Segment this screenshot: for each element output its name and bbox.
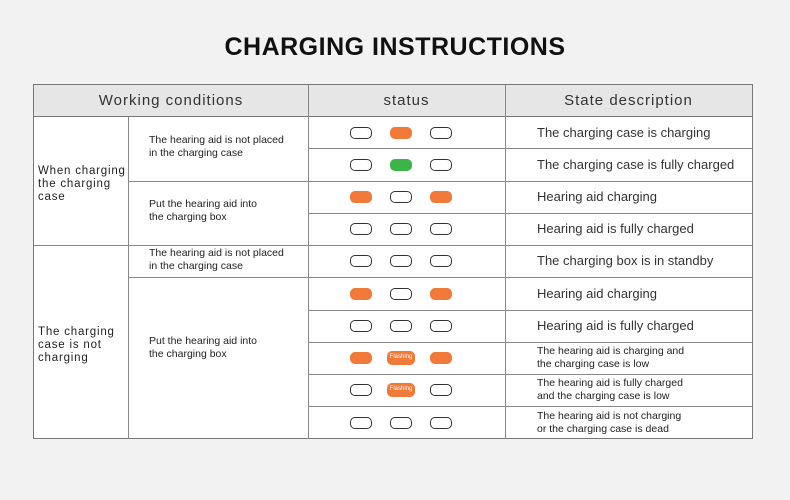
state-description-line: Hearing aid charging: [537, 285, 657, 301]
row-divider: [308, 148, 752, 149]
led-off-indicator: [430, 320, 452, 332]
condition-line: Put the hearing aid into: [149, 198, 257, 210]
row-divider: [308, 374, 752, 375]
row-divider: [308, 213, 752, 214]
status-led-group: [350, 320, 460, 336]
condition-line: the charging box: [149, 348, 227, 360]
header-state-description: State description: [505, 85, 752, 117]
state-description: [537, 125, 710, 140]
led-off-indicator: [350, 320, 372, 332]
led-off-indicator: [390, 288, 412, 300]
state-description-line: The charging case is charging: [537, 124, 711, 140]
state-description: [537, 157, 734, 172]
group-label-charging: [38, 165, 126, 204]
led-off-indicator: [390, 417, 412, 429]
led-off-indicator: [430, 223, 452, 235]
led-off-indicator: [430, 417, 452, 429]
condition-line: Put the hearing aid into: [149, 335, 257, 347]
state-description-line: The hearing aid is fully charged: [537, 377, 683, 389]
condition-line: in the charging case: [149, 260, 243, 272]
status-led-group: [350, 191, 460, 207]
state-description-line: and the charging case is low: [537, 390, 670, 402]
led-off-indicator: [430, 159, 452, 171]
row-divider: [308, 310, 752, 311]
led-off-indicator: [350, 417, 372, 429]
column-divider: [128, 117, 129, 439]
state-description: [537, 189, 657, 204]
state-description-line: Hearing aid is fully charged: [537, 221, 694, 236]
status-led-group: [350, 417, 460, 433]
led-off-indicator: [430, 127, 452, 139]
page-title: CHARGING INSTRUCTIONS: [224, 33, 566, 61]
led-flashing-indicator: Flashing: [387, 351, 415, 365]
led-off-indicator: [390, 320, 412, 332]
state-description-line: The charging box is in standby: [537, 253, 714, 268]
group-label-line: The charging: [38, 326, 115, 338]
state-description-line: The hearing aid is not charging: [537, 409, 682, 422]
led-off-indicator: [390, 191, 412, 203]
state-description-line: The hearing aid is charging and: [537, 345, 685, 357]
led-orange-indicator: [430, 288, 452, 300]
status-led-group: [350, 288, 460, 304]
condition-line: The hearing aid is not placed: [149, 134, 284, 146]
state-description-line: Hearing aid is fully charged: [537, 318, 694, 333]
group-label-line: When charging: [38, 165, 126, 177]
condition-label: [149, 247, 284, 273]
condition-label: [149, 335, 257, 361]
condition-line: the charging box: [149, 211, 227, 223]
group-label-not-charging: [38, 326, 115, 365]
state-description-line: the charging case is low: [537, 358, 650, 370]
status-led-group: [350, 159, 460, 175]
led-off-indicator: [350, 127, 372, 139]
condition-label: [149, 134, 284, 160]
led-orange-indicator: [430, 191, 452, 203]
status-led-group: [350, 384, 460, 400]
status-led-group: [350, 255, 460, 271]
charging-instructions-table: [33, 84, 753, 439]
group-label-line: case is not: [38, 339, 102, 351]
led-orange-indicator: [350, 352, 372, 364]
led-green-indicator: [390, 159, 412, 171]
led-orange-indicator: [350, 191, 372, 203]
state-description: [537, 345, 684, 371]
led-orange-indicator: [390, 127, 412, 139]
header-status: status: [308, 85, 505, 117]
state-description: [537, 286, 657, 301]
state-description: [537, 221, 694, 236]
condition-label: [149, 198, 257, 224]
led-flashing-indicator: Flashing: [387, 383, 415, 397]
state-description: [537, 318, 694, 333]
state-description-line: or the charging case is dead: [537, 422, 669, 435]
group-label-line: the charging: [38, 178, 111, 190]
row-divider: [308, 342, 752, 343]
led-off-indicator: [390, 223, 412, 235]
state-description: [537, 410, 681, 436]
status-led-group: [350, 223, 460, 239]
header-working-conditions: Working conditions: [34, 85, 308, 117]
row-divider: [308, 406, 752, 407]
column-divider: [505, 85, 506, 439]
condition-line: The hearing aid is not placed: [149, 247, 284, 259]
led-off-indicator: [350, 223, 372, 235]
group-label-line: case: [38, 191, 66, 203]
state-description: [537, 377, 683, 403]
group-label-line: charging: [38, 352, 89, 364]
row-divider: [34, 245, 752, 246]
state-description-line: The charging case is fully charged: [537, 156, 735, 172]
row-divider: [128, 277, 752, 278]
led-off-indicator: [350, 384, 372, 396]
condition-line: in the charging case: [149, 147, 243, 159]
led-off-indicator: [350, 159, 372, 171]
led-off-indicator: [430, 255, 452, 267]
status-led-group: [350, 127, 460, 143]
column-divider: [308, 85, 309, 439]
row-divider: [128, 181, 752, 182]
status-led-group: [350, 352, 460, 368]
led-off-indicator: [430, 384, 452, 396]
state-description-line: Hearing aid charging: [537, 189, 657, 204]
led-orange-indicator: [430, 352, 452, 364]
state-description: [537, 253, 713, 268]
led-off-indicator: [350, 255, 372, 267]
led-off-indicator: [390, 255, 412, 267]
led-orange-indicator: [350, 288, 372, 300]
